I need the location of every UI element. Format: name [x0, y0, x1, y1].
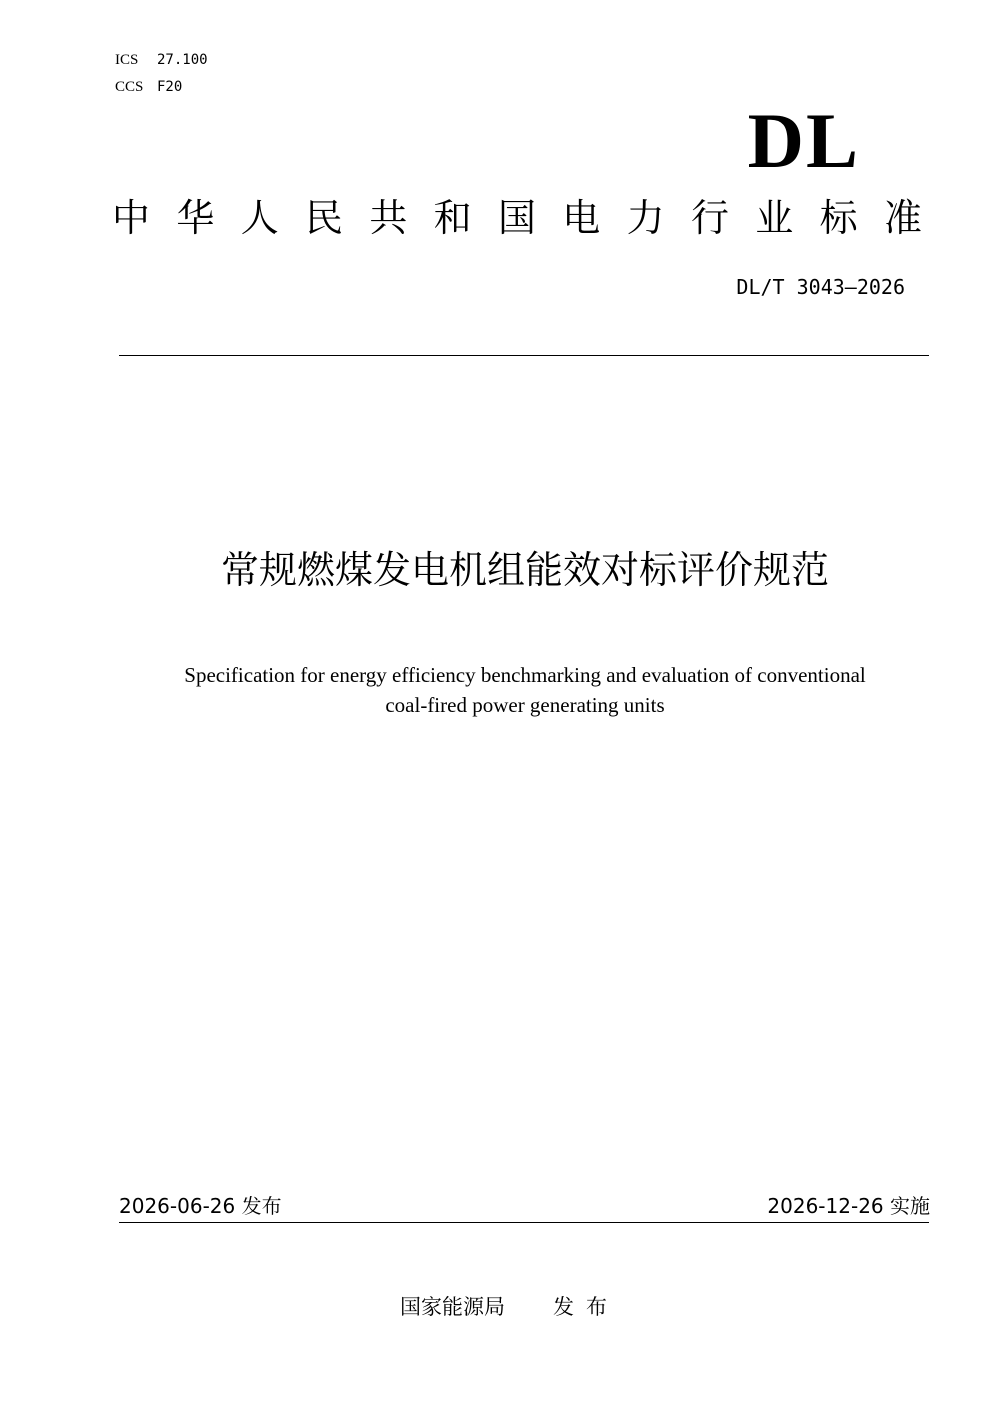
org-title-char: 业: [755, 196, 794, 240]
document-title-cn: 常规燃煤发电机组能效对标评价规范: [220, 548, 829, 592]
bottom-divider: [119, 1222, 929, 1223]
dl-logo: DL: [747, 97, 860, 184]
document-title-en: [0, 660, 1000, 720]
document-title-en-line2: coal-fired power generating units: [385, 693, 665, 717]
org-title-char: 标: [819, 196, 858, 240]
ics-row: [115, 46, 208, 73]
ccs-value: F20: [157, 79, 183, 95]
org-title-char: 准: [883, 196, 922, 240]
ccs-label: CCS: [115, 79, 144, 95]
implementation-date: 2026-12-26 实施: [767, 1194, 930, 1218]
publisher-name: 国家能源局: [400, 1295, 505, 1319]
top-divider: [119, 355, 929, 356]
org-title-char: 和: [433, 196, 472, 240]
publisher-action: 发布: [553, 1295, 619, 1319]
standard-number: DL/T 3043—2026: [736, 275, 905, 299]
classification-codes: [115, 46, 208, 100]
org-title: [112, 190, 922, 246]
org-title-char: 华: [176, 196, 215, 240]
org-title-char: 力: [626, 196, 665, 240]
org-title-char: 行: [690, 196, 729, 240]
org-title-char: 民: [304, 196, 343, 240]
org-title-char: 国: [497, 196, 536, 240]
org-title-char: 共: [369, 196, 408, 240]
org-title-char: 人: [240, 196, 279, 240]
ccs-row: [115, 73, 208, 100]
ics-label: ICS: [115, 52, 139, 68]
publisher-line: [400, 1290, 619, 1324]
issue-date: 2026-06-26 发布: [119, 1194, 282, 1218]
org-title-char: 中: [112, 196, 151, 240]
org-title-char: 电: [562, 196, 601, 240]
document-title-en-line1: Specification for energy efficiency benchmarking and evaluation of conventional: [184, 663, 866, 687]
ics-value: 27.100: [157, 52, 208, 68]
